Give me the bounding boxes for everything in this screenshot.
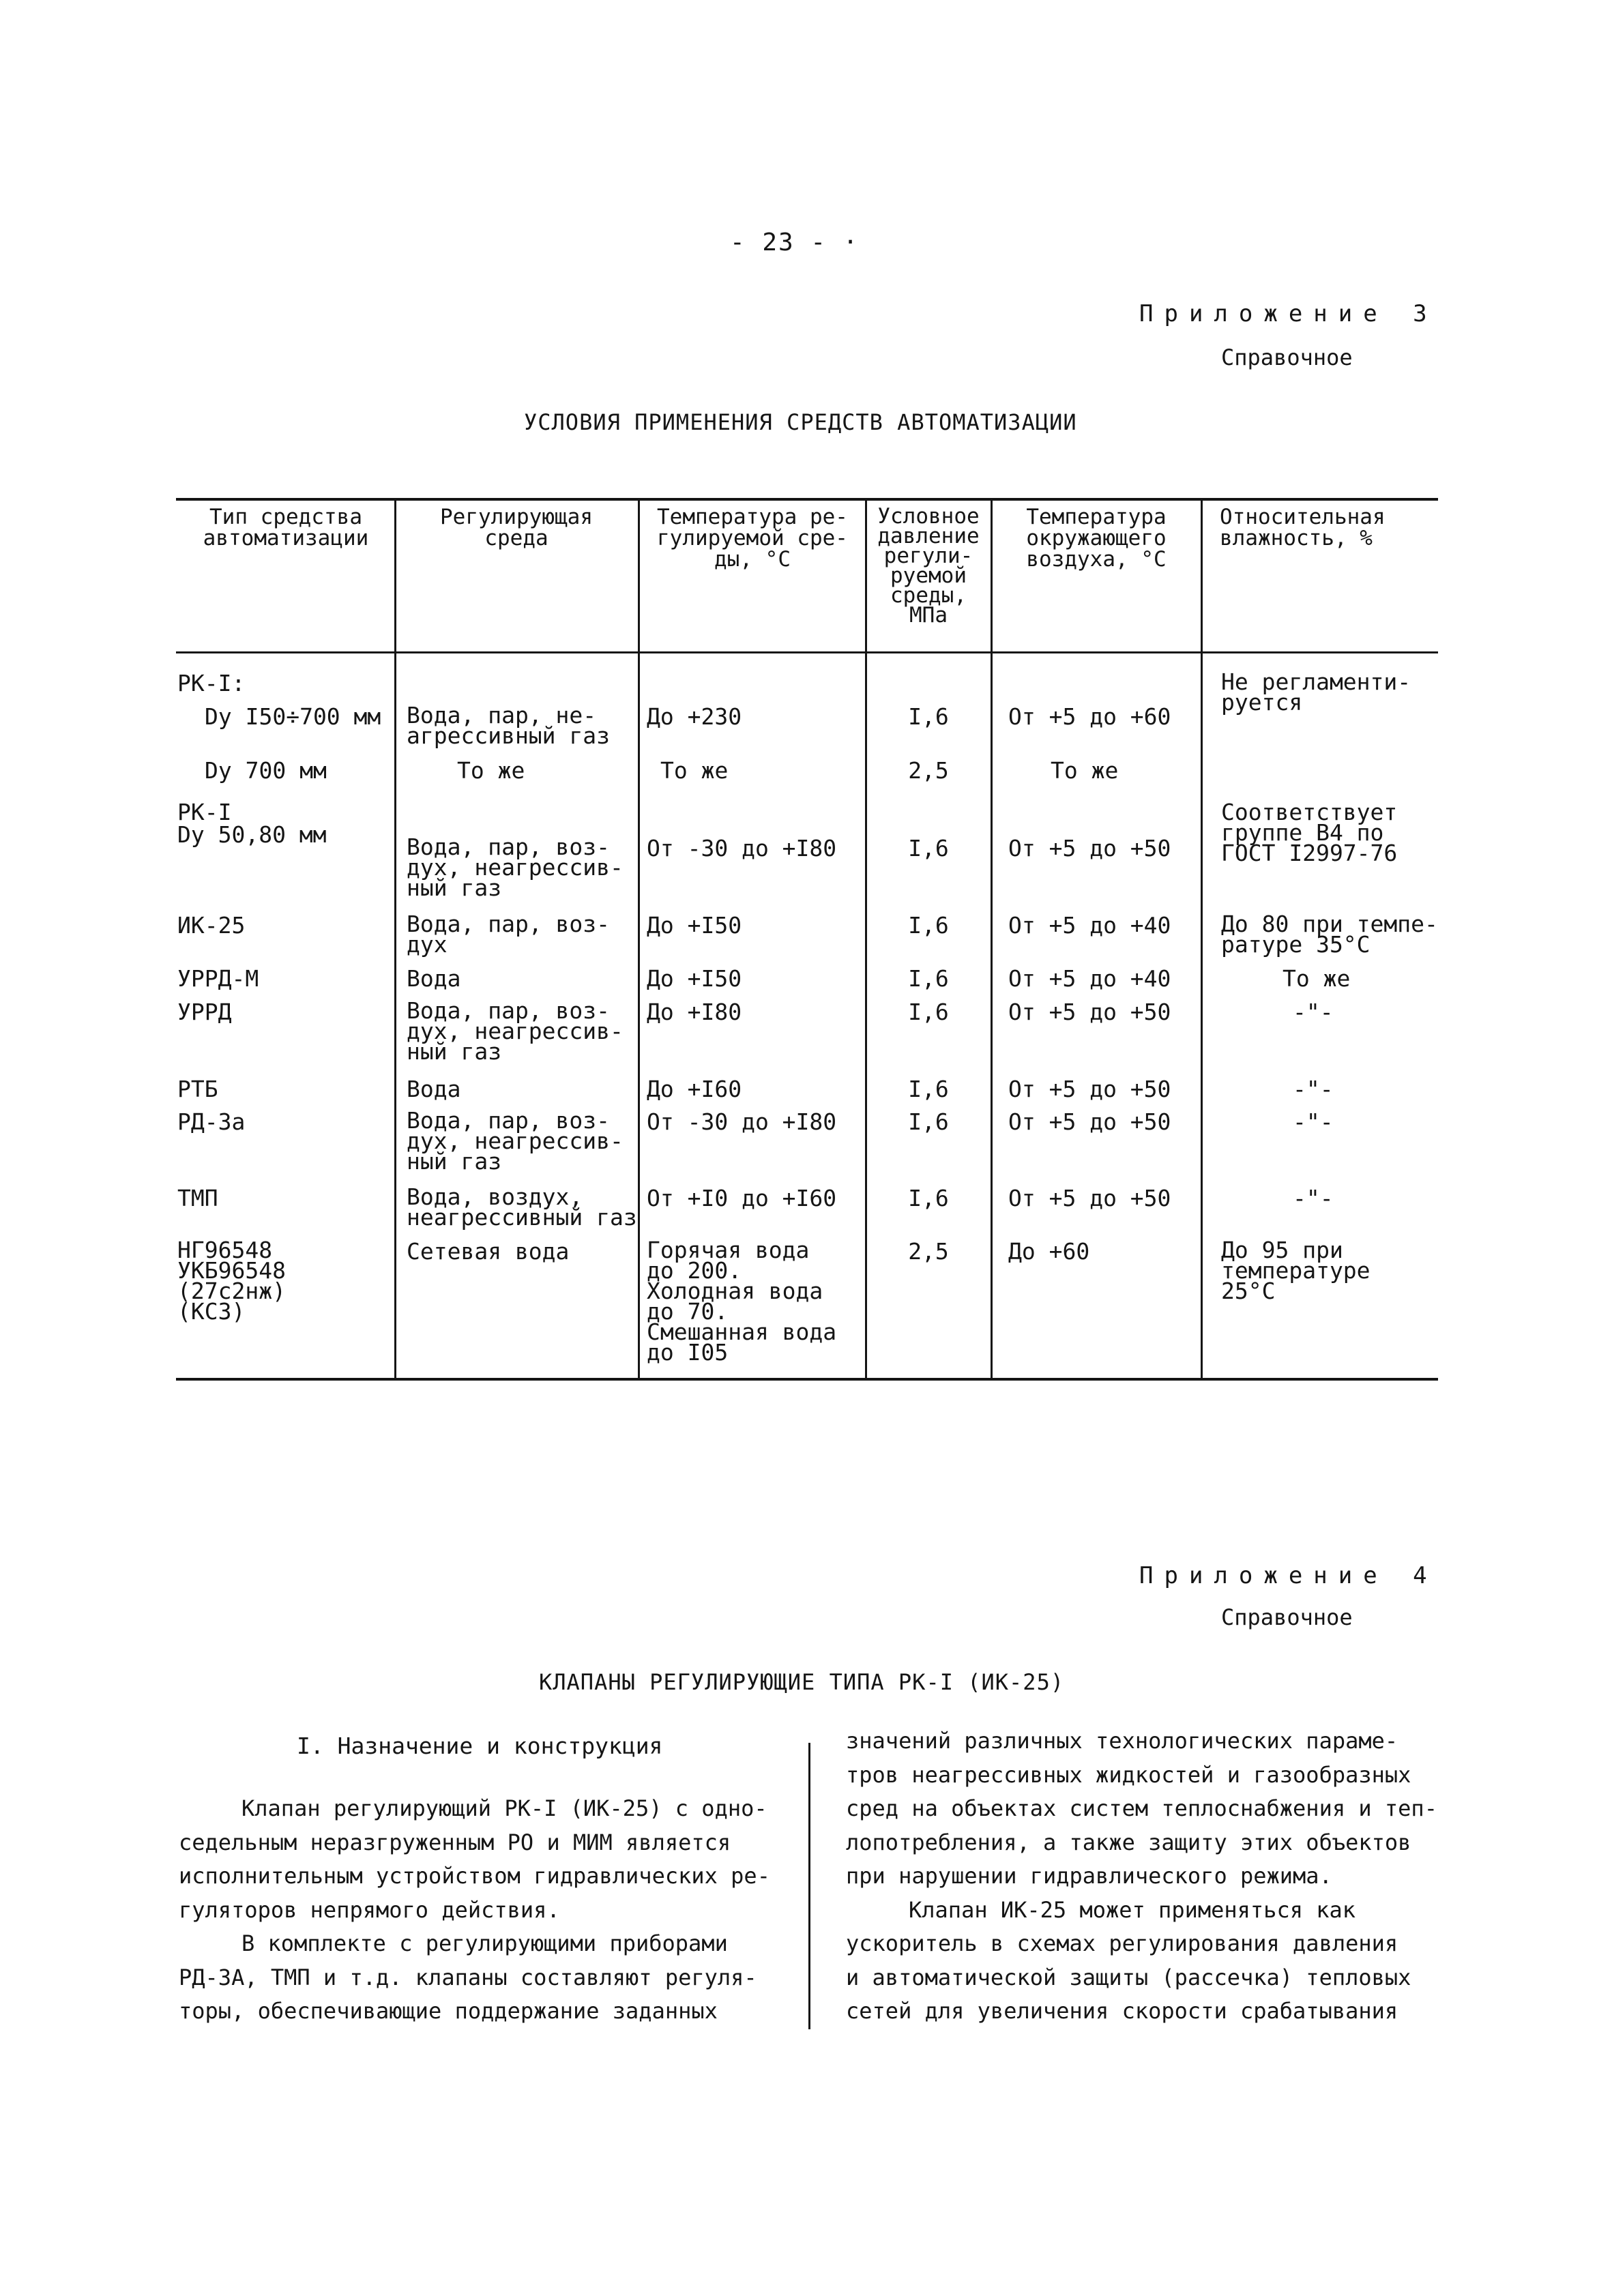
text-line: и автоматической защиты (рассечка) тепловых bbox=[846, 1964, 1411, 1990]
header-medium: Регулирующая среда bbox=[440, 505, 593, 550]
cell-humidity: -"- bbox=[1293, 1076, 1334, 1102]
cell-pressure: 2,5 bbox=[908, 1238, 949, 1265]
cell-type: НГ96548 УКБ96548 (27с2нж) (КСЗ) bbox=[177, 1237, 286, 1325]
cell-humidity: До 95 при температуре 25°С bbox=[1221, 1237, 1371, 1304]
cell-medium: Вода, воздух, неагрессивный газ bbox=[407, 1183, 637, 1231]
cell-type: РК-I Dу 50,80 мм bbox=[177, 799, 327, 848]
header-humidity: Относительная влажность, % bbox=[1220, 505, 1386, 550]
cell-air-temperature: От +5 до +40 bbox=[1008, 965, 1171, 992]
cell-temperature: До +I50 bbox=[647, 965, 742, 992]
header-medium-temperature: Температура ре- гулируемой сре- ды, °С bbox=[657, 505, 848, 572]
cell-humidity: До 80 при темпе- ратуре 35°С bbox=[1221, 911, 1438, 958]
appendix-3-title: УСЛОВИЯ ПРИМЕНЕНИЯ СРЕДСТВ АВТОМАТИЗАЦИИ bbox=[524, 409, 1077, 435]
cell-type: УРРД bbox=[177, 999, 232, 1025]
text-line: значений различных технологических параме- bbox=[846, 1728, 1398, 1754]
cell-air-temperature: От +5 до +50 bbox=[1008, 1076, 1171, 1102]
cell-air-temperature: От +5 до +40 bbox=[1008, 912, 1171, 939]
cell-medium: То же bbox=[457, 757, 525, 784]
cell-humidity: Соответствует группе В4 по ГОСТ I2997-76 bbox=[1221, 799, 1398, 866]
text-line: Клапан регулирующий РК-I (ИК-25) с одно- bbox=[241, 1795, 767, 1821]
cell-pressure: I,6 bbox=[908, 703, 949, 730]
text-line: сред на объектах систем теплоснабжения и теп- bbox=[846, 1795, 1437, 1821]
cell-medium: Вода bbox=[407, 1076, 461, 1102]
table-divider bbox=[394, 499, 396, 1379]
text-line: ускоритель в схемах регулирования давления bbox=[846, 1930, 1398, 1956]
cell-air-temperature: От +5 до +50 bbox=[1008, 1108, 1171, 1135]
cell-air-temperature: От +5 до +60 bbox=[1008, 703, 1171, 730]
cell-air-temperature: От +5 до +50 bbox=[1008, 835, 1171, 862]
cell-temperature: До +230 bbox=[647, 703, 742, 730]
text-line: Клапан ИК-25 может применяться как bbox=[909, 1896, 1356, 1923]
page-number: - 23 - · bbox=[730, 229, 860, 256]
cell-temperature: До +I50 bbox=[647, 912, 742, 939]
table-divider bbox=[991, 499, 993, 1379]
cell-type: Dу 700 мм bbox=[205, 757, 327, 784]
text-line: гуляторов непрямого действия. bbox=[179, 1896, 560, 1923]
text-line: при нарушении гидравлического режима. bbox=[846, 1863, 1332, 1889]
appendix-4-label: Приложение 4 bbox=[1139, 1562, 1438, 1589]
table-divider bbox=[865, 499, 867, 1379]
cell-pressure: I,6 bbox=[908, 1108, 949, 1135]
text-line: тров неагрессивных жидкостей и газообразных bbox=[846, 1761, 1411, 1788]
text-line: РД-3А, ТМП и т.д. клапаны составляют регуля- bbox=[179, 1964, 757, 1990]
text-line: седельным неразгруженным РО и МИМ является bbox=[179, 1829, 731, 1855]
cell-temperature: До +I80 bbox=[647, 999, 742, 1025]
cell-pressure: I,6 bbox=[908, 1185, 949, 1211]
cell-temperature: От -30 до +I80 bbox=[647, 1108, 837, 1135]
cell-type: ИК-25 bbox=[177, 912, 246, 939]
text-line: В комплекте с регулирующими приборами bbox=[241, 1930, 728, 1956]
cell-temperature: До +I60 bbox=[647, 1076, 742, 1102]
header-pressure: Условное давление регули- руемой среды, МПа bbox=[877, 504, 980, 628]
cell-air-temperature: От +5 до +50 bbox=[1008, 999, 1171, 1025]
cell-humidity: -"- bbox=[1293, 1185, 1334, 1211]
right-column-text bbox=[846, 1724, 1437, 2029]
cell-medium: Вода, пар, воз- дух bbox=[407, 911, 611, 958]
cell-pressure: I,6 bbox=[908, 912, 949, 939]
cell-pressure: 2,5 bbox=[908, 757, 949, 784]
table-header-rule bbox=[176, 651, 1438, 653]
cell-medium: Вода, пар, воз- дух, неагрессив- ный газ bbox=[407, 997, 624, 1065]
appendix-3-subtitle: Справочное bbox=[1221, 344, 1353, 370]
cell-type: ТМП bbox=[177, 1185, 218, 1211]
cell-humidity: То же bbox=[1283, 965, 1351, 992]
cell-temperature: От +I0 до +I60 bbox=[647, 1185, 837, 1211]
text-line: исполнительным устройством гидравлических ре- bbox=[179, 1863, 770, 1889]
appendix-3-label: Приложение 3 bbox=[1139, 300, 1438, 327]
cell-air-temperature: От +5 до +50 bbox=[1008, 1185, 1171, 1211]
header-air-temperature: Температура окружающего воздуха, °С bbox=[1026, 505, 1167, 572]
column-divider bbox=[808, 1743, 810, 2029]
appendix-4-title: КЛАПАНЫ РЕГУЛИРУЮЩИЕ ТИПА РК-I (ИК-25) bbox=[539, 1669, 1065, 1695]
table-bottom-rule bbox=[176, 1378, 1438, 1381]
group-label-rk1: РК-I: bbox=[177, 670, 246, 696]
cell-medium: Вода, пар, воз- дух, неагрессив- ный газ bbox=[407, 1107, 624, 1175]
cell-medium: Сетевая вода bbox=[407, 1238, 570, 1265]
cell-humidity: -"- bbox=[1293, 1108, 1334, 1135]
cell-humidity: -"- bbox=[1293, 999, 1334, 1025]
cell-temperature: От -30 до +I80 bbox=[647, 835, 837, 862]
cell-medium: Вода bbox=[407, 965, 461, 992]
cell-medium: Вода, пар, не- агрессивный газ bbox=[407, 702, 611, 749]
text-line: лопотребления, а также защиту этих объектов bbox=[846, 1829, 1411, 1855]
cell-pressure: I,6 bbox=[908, 965, 949, 992]
cell-pressure: I,6 bbox=[908, 999, 949, 1025]
table-top-rule bbox=[176, 498, 1438, 501]
cell-type: УРРД-М bbox=[177, 965, 259, 992]
text-line: торы, обеспечивающие поддержание заданных bbox=[179, 1998, 718, 2024]
appendix-4-subtitle: Справочное bbox=[1221, 1604, 1353, 1630]
cell-temperature: То же bbox=[660, 757, 729, 784]
section-heading: I. Назначение и конструкция bbox=[297, 1733, 663, 1759]
left-column-text bbox=[179, 1792, 770, 2029]
cell-pressure: I,6 bbox=[908, 1076, 949, 1102]
cell-type: Dу I50÷700 мм bbox=[205, 703, 381, 730]
cell-humidity: Не регламенти- руется bbox=[1221, 668, 1411, 716]
cell-type: РД-3а bbox=[177, 1108, 246, 1135]
text-line: сетей для увеличения скорости срабатывания bbox=[846, 1998, 1398, 2024]
cell-air-temperature: До +60 bbox=[1008, 1238, 1090, 1265]
cell-type: РТБ bbox=[177, 1076, 218, 1102]
cell-medium: Вода, пар, воз- дух, неагрессив- ный газ bbox=[407, 834, 624, 901]
cell-temperature: Горячая вода до 200. Холодная вода до 70. Смешанная вода до I05 bbox=[647, 1237, 837, 1366]
cell-pressure: I,6 bbox=[908, 835, 949, 862]
table-divider bbox=[638, 499, 640, 1379]
table-divider bbox=[1201, 499, 1203, 1379]
header-type: Тип средства автоматизации bbox=[203, 505, 369, 550]
cell-air-temperature: То же bbox=[1051, 757, 1119, 784]
